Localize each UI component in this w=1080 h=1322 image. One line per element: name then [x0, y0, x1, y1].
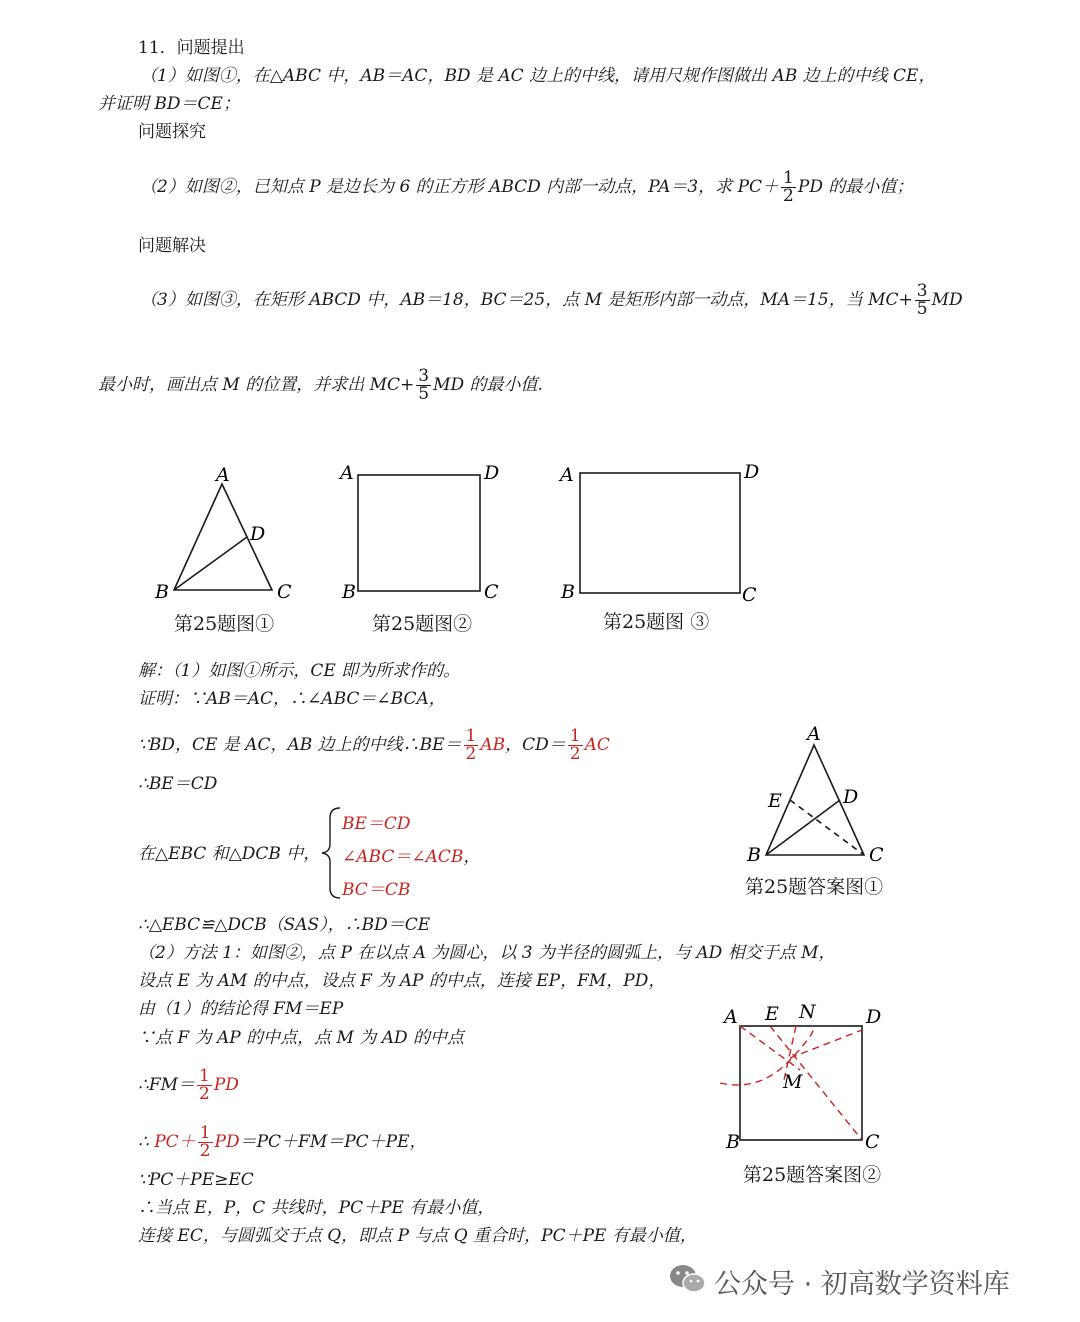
problem-title: 11．问题提出 — [138, 38, 245, 58]
solution-line-9: 由（1）的结论得 FM＝EP — [138, 999, 344, 1019]
solution-line-12 — [138, 1125, 427, 1160]
s3-text: ∵BD，CE 是 AC，AB 边上的中线∴BE＝ — [138, 735, 462, 755]
fig3-caption: 第25题图 ③ — [603, 611, 710, 633]
s11-pd: PD — [213, 1075, 239, 1095]
fig1-label-d: D — [250, 523, 266, 545]
frac-numerator: 1 — [199, 1066, 210, 1086]
solution-line-7: （2）方法 1：如图②，点 P 在以点 A 为圆心，以 3 为半径的圆弧上，与 AD 相交于点 M， — [138, 943, 836, 963]
wechat-icon — [668, 1262, 708, 1296]
fig2-label-a: A — [340, 462, 354, 484]
fig3-label-c: C — [742, 584, 757, 606]
system-eq-3: BC＝CB — [342, 880, 411, 900]
s12-pd: PD — [214, 1132, 240, 1152]
s12-post: ＝PC＋FM＝PC＋PE， — [239, 1132, 427, 1152]
frac-numerator: 1 — [199, 1123, 211, 1143]
frac-numerator: 1 — [465, 726, 477, 746]
ans2-label-c: C — [865, 1131, 880, 1153]
solution-line-11 — [138, 1068, 239, 1103]
fig3-label-a: A — [560, 464, 574, 486]
frac-denominator: 2 — [199, 1141, 211, 1161]
frac-numerator: 3 — [916, 281, 928, 301]
solution-line-2: 证明：∵AB＝AC，∴∠ABC＝∠BCA， — [138, 689, 446, 709]
ans2-caption: 第25题答案图② — [743, 1164, 882, 1186]
solution-line-14: ∴当点 E，P，C 共线时，PC＋PE 有最小值， — [138, 1198, 495, 1218]
ans2-label-m: M — [783, 1071, 803, 1093]
solution-line-15: 连接 EC，与圆弧交于点 Q，即点 P 与点 Q 重合时，PC＋PE 有最小值， — [138, 1226, 697, 1246]
solution-line-6: ∴△EBC≌△DCB（SAS），∴BD＝CE — [138, 915, 431, 935]
ans1-label-e: E — [768, 790, 782, 812]
watermark — [668, 1262, 1010, 1300]
system-eq-2-text: ∠ABC＝∠ACB — [342, 847, 464, 867]
frac-denominator: 5 — [418, 384, 430, 404]
problem-part1-line1: （1）如图①，在△ABC 中，AB＝AC，BD 是 AC 边上的中线，请用尺规作图做出 AB 边上的中线 CE， — [140, 66, 936, 86]
ans2-label-e: E — [765, 1003, 779, 1025]
section-solve: 问题解决 — [138, 236, 206, 256]
fig3-label-b: B — [561, 581, 575, 603]
s3-ac: AC — [584, 735, 610, 755]
s12-pre: ∴ — [138, 1132, 155, 1152]
s3-mid: ，CD＝ — [505, 735, 566, 755]
ans2-label-b: B — [726, 1131, 740, 1153]
frac-denominator: 2 — [199, 1084, 210, 1104]
fig1-label-c: C — [277, 581, 292, 603]
fraction-half-fm — [197, 1068, 212, 1103]
fig2-label-c: C — [484, 581, 499, 603]
problem-part3b-text: 最小时，画出点 M 的位置，并求出 MC+ — [98, 375, 415, 395]
s3-ab: AB — [480, 735, 506, 755]
frac-denominator: 2 — [569, 744, 581, 764]
solution-line-10: ∵点 F 为 AP 的中点，点 M 为 AD 的中点 — [138, 1028, 465, 1048]
ans2-label-a: A — [724, 1006, 738, 1028]
problem-part1-line2: 并证明 BD＝CE； — [98, 94, 240, 114]
fig3-label-d: D — [744, 461, 760, 483]
solution-line-4: ∴BE＝CD — [138, 774, 218, 794]
problem-part3b-tail: MD 的最小值. — [433, 375, 543, 395]
problem-part2-text: （2）如图②，已知点 P 是边长为 6 的正方形 ABCD 内部一动点，PA＝3，求 PC＋ — [140, 177, 780, 197]
fig1-label-a: A — [216, 464, 230, 486]
frac-denominator: 5 — [916, 299, 928, 319]
system-eq-2 — [342, 842, 480, 867]
ans2-label-d: D — [866, 1006, 882, 1028]
fig1-label-b: B — [155, 581, 169, 603]
fig2-label-d: D — [484, 462, 500, 484]
problem-part2-tail: PD 的最小值； — [797, 177, 914, 197]
frac-numerator: 3 — [418, 366, 430, 386]
system-eq-1: BE＝CD — [342, 814, 411, 834]
s11-text: ∴FM＝ — [138, 1075, 196, 1095]
solution-line-1: 解：（1）如图①所示，CE 即为所求作的。 — [138, 661, 461, 681]
left-brace — [322, 808, 340, 898]
system-eq-2-comma: ， — [463, 847, 481, 867]
section-explore: 问题探究 — [138, 122, 206, 142]
fig2-caption: 第25题图② — [372, 613, 473, 635]
problem-part3-text: （3）如图③，在矩形 ABCD 中，AB＝18，BC＝25，点 M 是矩形内部一动点，MA＝15，当 MC+ — [140, 290, 913, 310]
ans1-label-c: C — [869, 844, 884, 866]
frac-numerator: 1 — [783, 168, 794, 188]
ans1-label-d: D — [843, 786, 859, 808]
fig2-label-b: B — [342, 581, 356, 603]
ans1-label-a: A — [807, 723, 821, 745]
ans1-label-b: B — [747, 844, 761, 866]
frac-numerator: 1 — [569, 726, 581, 746]
watermark-text: 公众号 · 初高数学资料库 — [714, 1269, 1010, 1300]
solution-line-8: 设点 E 为 AM 的中点，设点 F 为 AP 的中点，连接 EP，FM，PD， — [138, 971, 666, 991]
problem-part3-tail: MD — [931, 290, 963, 310]
frac-denominator: 2 — [783, 186, 794, 206]
ans2-label-n: N — [799, 1001, 816, 1023]
fraction-half-pd — [198, 1125, 213, 1160]
fig1-caption: 第25题图① — [174, 613, 275, 635]
solution-line-13: ∵PC＋PE≥EC — [138, 1170, 254, 1190]
frac-denominator: 2 — [465, 744, 477, 764]
ans1-caption: 第25题答案图① — [745, 876, 884, 898]
solution-line-5: 在△EBC 和△DCB 中， — [138, 844, 321, 864]
s12-pc: PC＋ — [154, 1132, 196, 1152]
